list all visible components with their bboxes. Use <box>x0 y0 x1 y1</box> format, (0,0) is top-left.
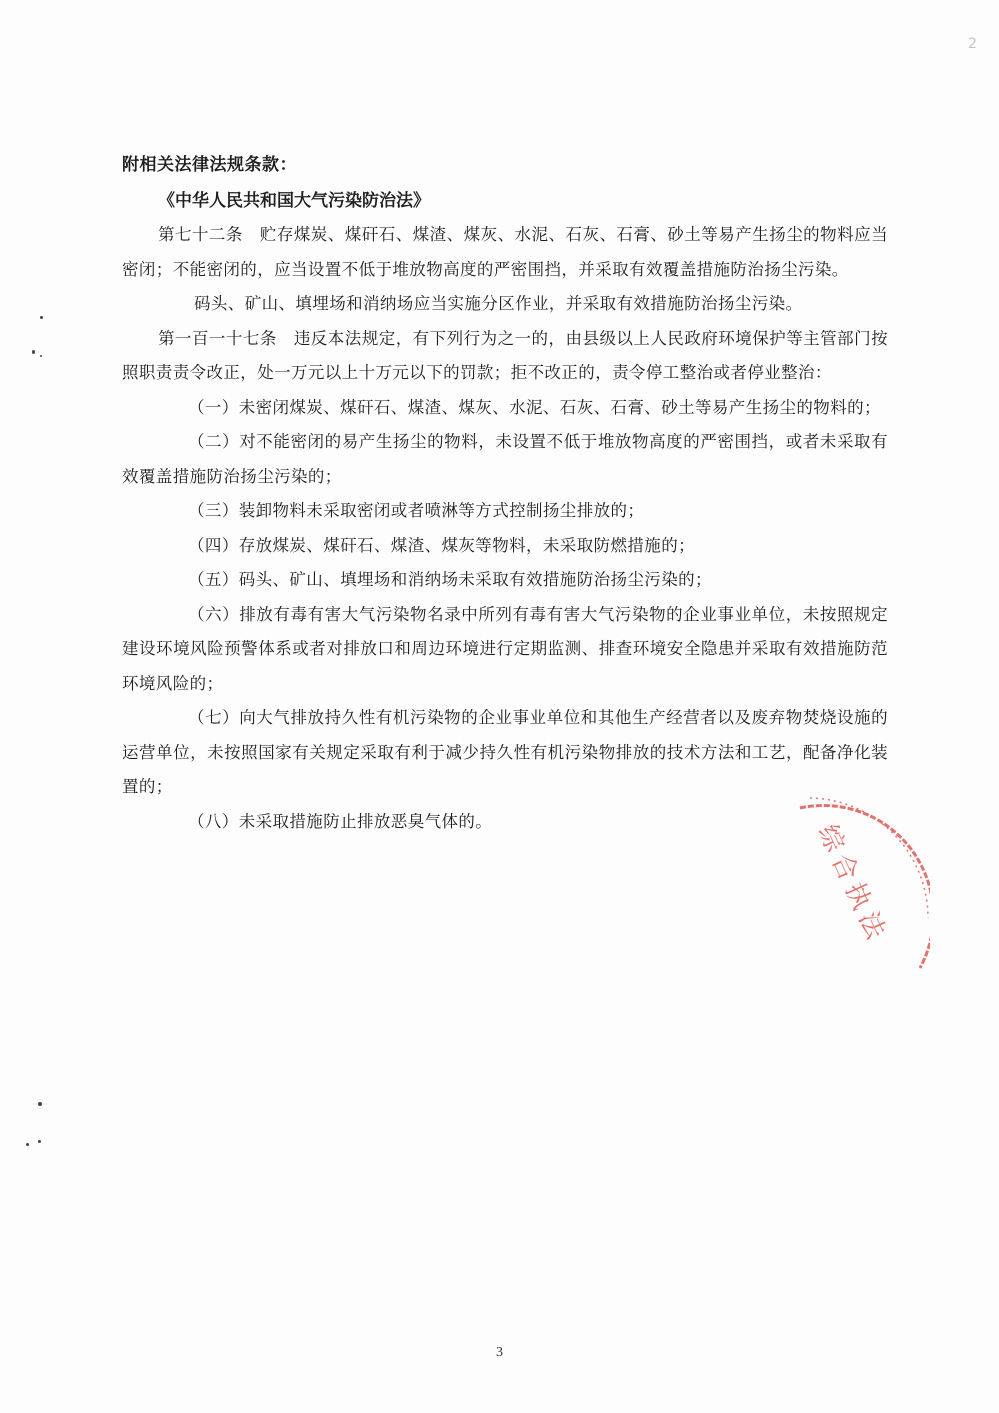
scan-speck <box>38 1102 42 1106</box>
law-title: 《中华人民共和国大气污染防治法》 <box>158 191 430 211</box>
list-item: （四）存放煤炭、煤矸石、煤渣、煤灰等物料，未采取防燃措施的； <box>188 535 695 555</box>
list-item: （五）码头、矿山、填埋场和消纳场未采取有效措施防治扬尘污染的； <box>188 570 712 589</box>
scan-speck <box>38 1140 41 1143</box>
scan-speck <box>26 1143 29 1146</box>
list-item: （一）未密闭煤炭、煤矸石、煤渣、煤灰、水泥、石灰、石膏、砂土等易产生扬尘的物料的； <box>188 397 881 417</box>
page-number: 3 <box>496 1345 503 1360</box>
scan-speck <box>40 316 43 319</box>
article-72-paragraph-2: 码头、矿山、填埋场和消纳场应当实施分区作业，并采取有效措施防治扬尘污染。 <box>194 294 803 313</box>
list-item: （三）装卸物料未采取密闭或者喷淋等方式控制扬尘排放的； <box>188 501 645 520</box>
document-body <box>122 148 888 839</box>
scan-speck <box>40 355 42 357</box>
scan-speck <box>32 350 35 354</box>
article-72-paragraph: 第七十二条 贮存煤炭、煤矸石、煤渣、煤灰、水泥、石灰、石膏、砂土等易产生扬尘的物料应当密闭；不能密闭的，应当设置不低于堆放物高度的严密围挡，并采取有效覆盖措施防治扬尘污染。 <box>122 225 888 279</box>
attachment-heading: 附相关法律法规条款： <box>122 155 297 175</box>
list-item: （八）未采取措施防止排放恶臭气体的。 <box>188 811 493 831</box>
list-item: （二）对不能密闭的易产生扬尘的物料，未设置不低于堆放物高度的严密围挡，或者未采取有效覆盖措施防治扬尘污染的； <box>122 432 888 486</box>
seal-text: 综合执法 <box>811 820 893 949</box>
official-seal-stamp <box>770 768 930 978</box>
article-117-intro: 第一百一十七条 违反本法规定，有下列行为之一的，由县级以上人民政府环境保护等主管部门按照职责责令改正，处一万元以上十万元以下的罚款；拒不改正的，责令停工整治或者停业整治： <box>122 328 888 382</box>
list-item: （六）排放有毒有害大气污染物名录中所列有毒有害大气污染物的企业事业单位，未按照规定建设环境风险预警体系或者对排放口和周边环境进行定期监测、排查环境安全隐患并采取有效措施防范环境风险的； <box>122 604 888 693</box>
list-item: （七）向大气排放持久性有机污染物的企业事业单位和其他生产经营者以及废弃物焚烧设施的运营单位，未按照国家有关规定采取有利于减少持久性有机污染物排放的技术方法和工艺，配备净化装置的； <box>122 708 888 796</box>
corner-page-mark: 2 <box>968 36 977 52</box>
